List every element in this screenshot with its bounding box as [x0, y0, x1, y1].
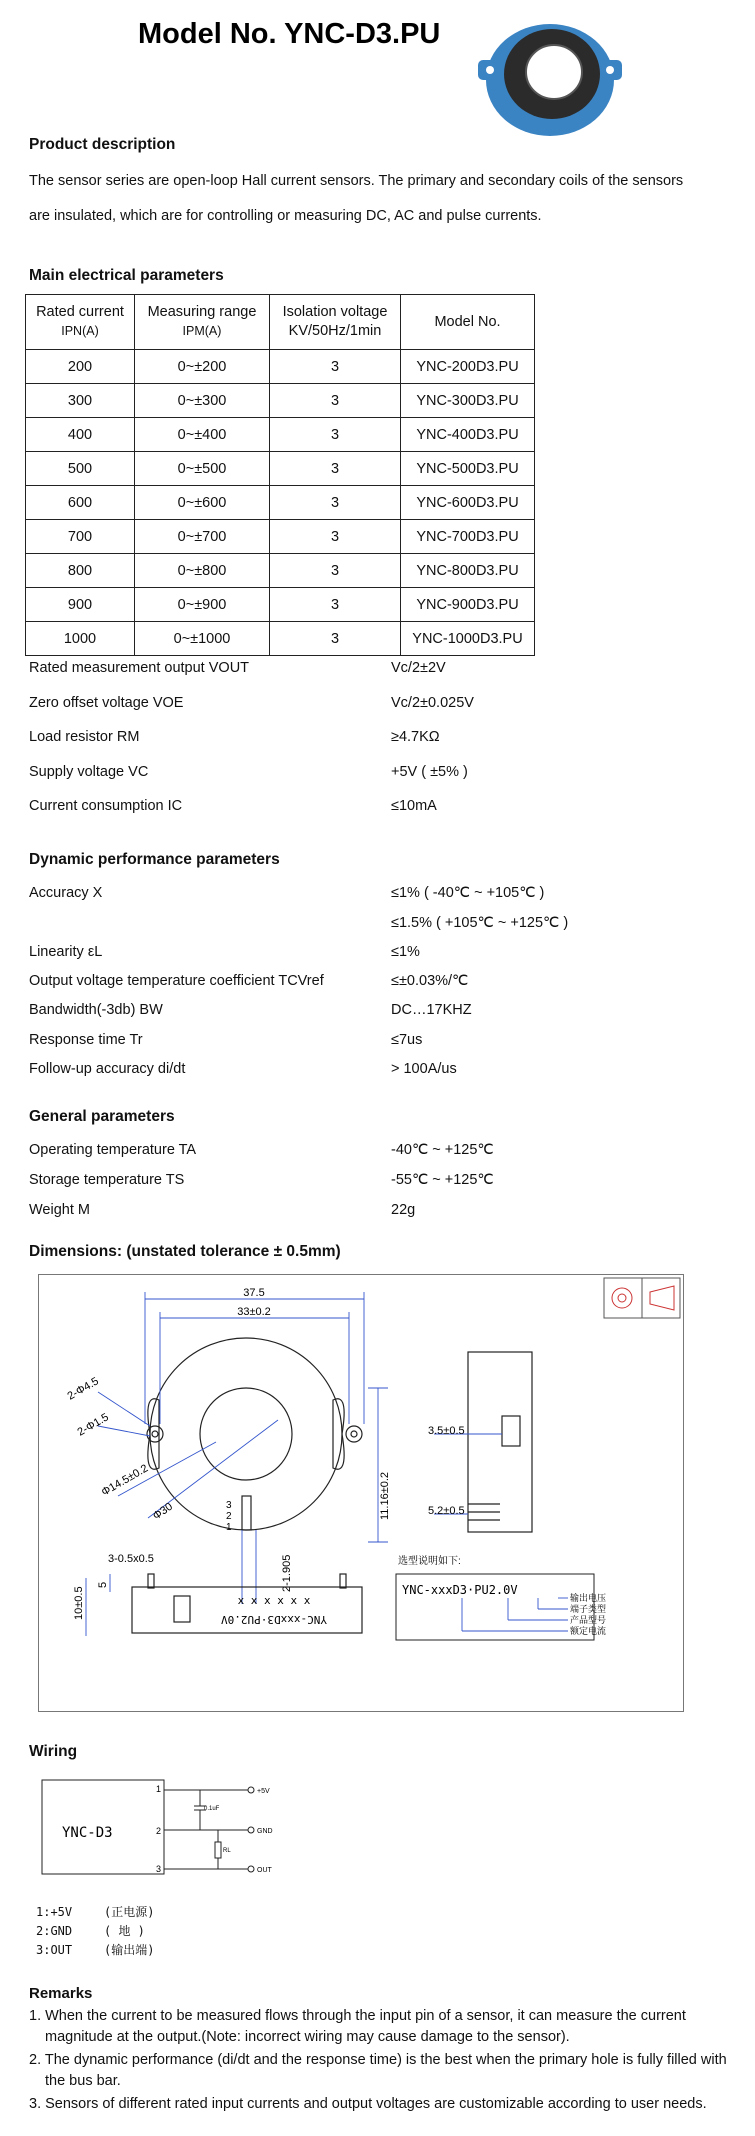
cell-model: YNC-800D3.PU: [401, 554, 535, 588]
dim-10: 10±0.5: [73, 1586, 85, 1620]
dynamic-param-value: ≤7us: [391, 1032, 423, 1048]
dim-pin-pitch: 2-1.905: [281, 1554, 293, 1592]
cell-range: 0~±500: [135, 452, 270, 486]
dim-33: 33±0.2: [237, 1306, 271, 1318]
cell-rated: 700: [26, 520, 135, 554]
selection-title: 选型说明如下:: [398, 1556, 461, 1567]
electrical-param-label: Zero offset voltage VOE: [29, 695, 184, 711]
cell-model: YNC-700D3.PU: [401, 520, 535, 554]
electrical-param-label: Load resistor RM: [29, 729, 140, 745]
general-param-value: 22g: [391, 1202, 416, 1218]
cell-iso: 3: [270, 520, 401, 554]
dim-37-5: 37.5: [243, 1287, 265, 1299]
electrical-param-row: [29, 764, 749, 784]
product-description-line2: are insulated, which are for controlling or measuring DC, AC and pulse currents.: [29, 208, 542, 224]
cell-rated: 900: [26, 588, 135, 622]
dynamic-param-label: Bandwidth(-3db) BW: [29, 1002, 163, 1018]
dynamic-param-row: [29, 1061, 749, 1081]
header-model-no: Model No.: [401, 295, 535, 350]
page-title: Model No. YNC-D3.PU: [138, 18, 441, 50]
general-param-row: [29, 1172, 749, 1192]
dynamic-param-value: DC…17KHZ: [391, 1002, 472, 1018]
cell-range: 0~±900: [135, 588, 270, 622]
dynamic-param-label: Output voltage temperature coefficient TCVref: [29, 973, 324, 989]
dim-5: 5: [97, 1581, 109, 1588]
selection-note-rated-current: 额定电流: [570, 1626, 607, 1636]
cell-rated: 300: [26, 384, 135, 418]
remarks-heading: Remarks: [29, 1985, 93, 2002]
wiring-legend-pin: 2:GND: [36, 1924, 73, 1938]
electrical-param-row: [29, 660, 749, 680]
wiring-legend-item: [36, 1941, 154, 1958]
general-param-label: Weight M: [29, 1202, 90, 1218]
cell-iso: 3: [270, 452, 401, 486]
product-description-line1: The sensor series are open-loop Hall current sensors. The primary and secondary coils of the sensors: [29, 173, 684, 189]
wiring-legend-desc: ( 地 ): [104, 1924, 145, 1938]
electrical-param-row: [29, 798, 749, 818]
dynamic-param-label: Response time Tr: [29, 1032, 143, 1048]
cell-rated: 500: [26, 452, 135, 486]
table-row: [26, 520, 535, 554]
dynamic-param-value: ≤1%: [391, 944, 420, 960]
main-electrical-table: [25, 294, 535, 656]
cell-range: 0~±1000: [135, 622, 270, 656]
header-isolation-voltage: Isolation voltage KV/50Hz/1min: [270, 295, 401, 350]
electrical-param-label: Rated measurement output VOUT: [29, 660, 250, 676]
general-param-label: Operating temperature TA: [29, 1142, 197, 1158]
dimensions-drawing: [38, 1274, 684, 1712]
cell-range: 0~±800: [135, 554, 270, 588]
cell-iso: 3: [270, 350, 401, 384]
dim-outer-30: Φ30: [150, 1500, 175, 1523]
wiring-legend-desc: (输出端): [104, 1943, 155, 1957]
cell-model: YNC-300D3.PU: [401, 384, 535, 418]
cell-range: 0~±600: [135, 486, 270, 520]
cell-model: YNC-400D3.PU: [401, 418, 535, 452]
wiring-diagram: [38, 1776, 308, 1886]
cell-iso: 3: [270, 588, 401, 622]
dynamic-param-row: [29, 1002, 749, 1022]
cell-rated: 800: [26, 554, 135, 588]
pin-3-label: 3: [226, 1500, 232, 1511]
cell-iso: 3: [270, 418, 401, 452]
dynamic-heading: Dynamic performance parameters: [29, 851, 280, 868]
electrical-param-value: ≥4.7KΩ: [391, 729, 440, 745]
terminal-out: OUT: [257, 1867, 272, 1874]
dim-5-2: 5.2±0.5: [428, 1505, 465, 1517]
cell-model: YNC-600D3.PU: [401, 486, 535, 520]
general-param-value: -40℃ ~ +125℃: [391, 1142, 494, 1158]
dim-pin-size: 3-0.5x0.5: [108, 1553, 154, 1565]
wiring-res-label: RL: [223, 1848, 231, 1854]
cell-range: 0~±200: [135, 350, 270, 384]
dim-inner-14-5: Φ14.5±0.2: [99, 1462, 151, 1499]
main-electrical-heading: Main electrical parameters: [29, 267, 224, 284]
table-row: [26, 350, 535, 384]
wiring-legend-pin: 3:OUT: [36, 1943, 73, 1957]
dynamic-param-row: [29, 885, 749, 905]
remark-item: 3. Sensors of different rated input currents and output voltages are customizable according to user needs.: [29, 2096, 707, 2112]
dynamic-param-value: > 100A/us: [391, 1061, 457, 1077]
dynamic-param-value: ≤1.5% ( +105℃ ~ +125℃ ): [391, 915, 569, 931]
cell-range: 0~±700: [135, 520, 270, 554]
electrical-param-value: Vc/2±0.025V: [391, 695, 474, 711]
dynamic-param-value: ≤1% ( -40℃ ~ +105℃ ): [391, 885, 545, 901]
wiring-pin-2: 2: [156, 1826, 162, 1836]
remark-item: 1. When the current to be measured flows through the input pin of a sensor, it can measure the current magnitude at the output.(Note: incorrect wiring may cause damage to the sensor).: [29, 2008, 686, 2045]
table-row: [26, 588, 535, 622]
cell-model: YNC-1000D3.PU: [401, 622, 535, 656]
dynamic-param-row: [29, 1032, 749, 1052]
electrical-param-row: [29, 695, 749, 715]
cell-iso: 3: [270, 486, 401, 520]
dynamic-param-label: Linearity εL: [29, 944, 103, 960]
dynamic-param-row: [29, 915, 749, 935]
cell-model: YNC-200D3.PU: [401, 350, 535, 384]
wiring-heading: Wiring: [29, 1743, 78, 1760]
header-measuring-range: Measuring range IPM(A): [135, 295, 270, 350]
general-param-row: [29, 1142, 749, 1162]
wiring-device-label: YNC-D3: [62, 1825, 113, 1841]
table-row: [26, 622, 535, 656]
product-description-heading: Product description: [29, 136, 176, 153]
dynamic-param-row: [29, 944, 749, 964]
cell-rated: 400: [26, 418, 135, 452]
pin-1-label: 1: [226, 1522, 232, 1533]
dim-3-5: 3.5±0.5: [428, 1425, 465, 1437]
remark-item: 2. The dynamic performance (di/dt and the response time) is the best when the primary hole is fully filled with the bus bar.: [29, 2052, 727, 2089]
electrical-param-value: ≤10mA: [391, 798, 437, 814]
cell-range: 0~±300: [135, 384, 270, 418]
general-param-row: [29, 1202, 749, 1222]
electrical-param-label: Supply voltage VC: [29, 764, 149, 780]
selection-note-product-model: 产品型号: [570, 1615, 607, 1625]
table-row: [26, 452, 535, 486]
table-row: [26, 384, 535, 418]
table-row: [26, 554, 535, 588]
cell-rated: 200: [26, 350, 135, 384]
terminal-5v: +5V: [257, 1788, 270, 1795]
marking-top: x x x x x x: [237, 1594, 311, 1607]
pin-2-label: 2: [226, 1511, 232, 1522]
dim-hole-1-5: 2-Φ1.5: [75, 1411, 111, 1439]
general-param-value: -55℃ ~ +125℃: [391, 1172, 494, 1188]
cell-model: YNC-500D3.PU: [401, 452, 535, 486]
dynamic-param-value: ≤±0.03%/℃: [391, 973, 469, 989]
electrical-param-value: +5V ( ±5% ): [391, 764, 468, 780]
dynamic-param-label: Follow-up accuracy di/dt: [29, 1061, 186, 1077]
wiring-legend-item: [36, 1922, 145, 1939]
cell-rated: 600: [26, 486, 135, 520]
cell-iso: 3: [270, 384, 401, 418]
table-header-row: [26, 295, 535, 350]
marking-bottom: YNC-xxxD3·PU2.0V: [221, 1613, 327, 1626]
dim-hole-4-5: 2-Φ4.5: [65, 1375, 101, 1403]
product-photo: [470, 8, 630, 138]
cell-rated: 1000: [26, 622, 135, 656]
cell-range: 0~±400: [135, 418, 270, 452]
wiring-legend-desc: (正电源): [104, 1905, 155, 1919]
wiring-legend-pin: 1:+5V: [36, 1905, 73, 1919]
selection-note-terminal-type: 端子类型: [570, 1604, 607, 1614]
wiring-cap-label: 0.1uF: [204, 1806, 220, 1812]
electrical-param-label: Current consumption IC: [29, 798, 183, 814]
terminal-gnd: GND: [257, 1828, 273, 1835]
table-row: [26, 486, 535, 520]
cell-model: YNC-900D3.PU: [401, 588, 535, 622]
general-heading: General parameters: [29, 1108, 175, 1125]
cell-iso: 3: [270, 554, 401, 588]
selection-code: YNC-xxxD3·PU2.0V: [402, 1583, 518, 1597]
wiring-pin-3: 3: [156, 1864, 162, 1874]
table-row: [26, 418, 535, 452]
dim-height: 11.16±0.2: [379, 1471, 391, 1520]
dimensions-heading: Dimensions: (unstated tolerance ± 0.5mm): [29, 1243, 341, 1260]
general-param-label: Storage temperature TS: [29, 1172, 185, 1188]
electrical-param-row: [29, 729, 749, 749]
header-rated-current: Rated current IPN(A): [26, 295, 135, 350]
cell-iso: 3: [270, 622, 401, 656]
dynamic-param-row: [29, 973, 749, 993]
wiring-pin-1: 1: [156, 1784, 162, 1794]
selection-note-output-voltage: 输出电压: [570, 1593, 607, 1603]
dynamic-param-label: Accuracy X: [29, 885, 103, 901]
electrical-param-value: Vc/2±2V: [391, 660, 446, 676]
wiring-legend-item: [36, 1903, 154, 1920]
